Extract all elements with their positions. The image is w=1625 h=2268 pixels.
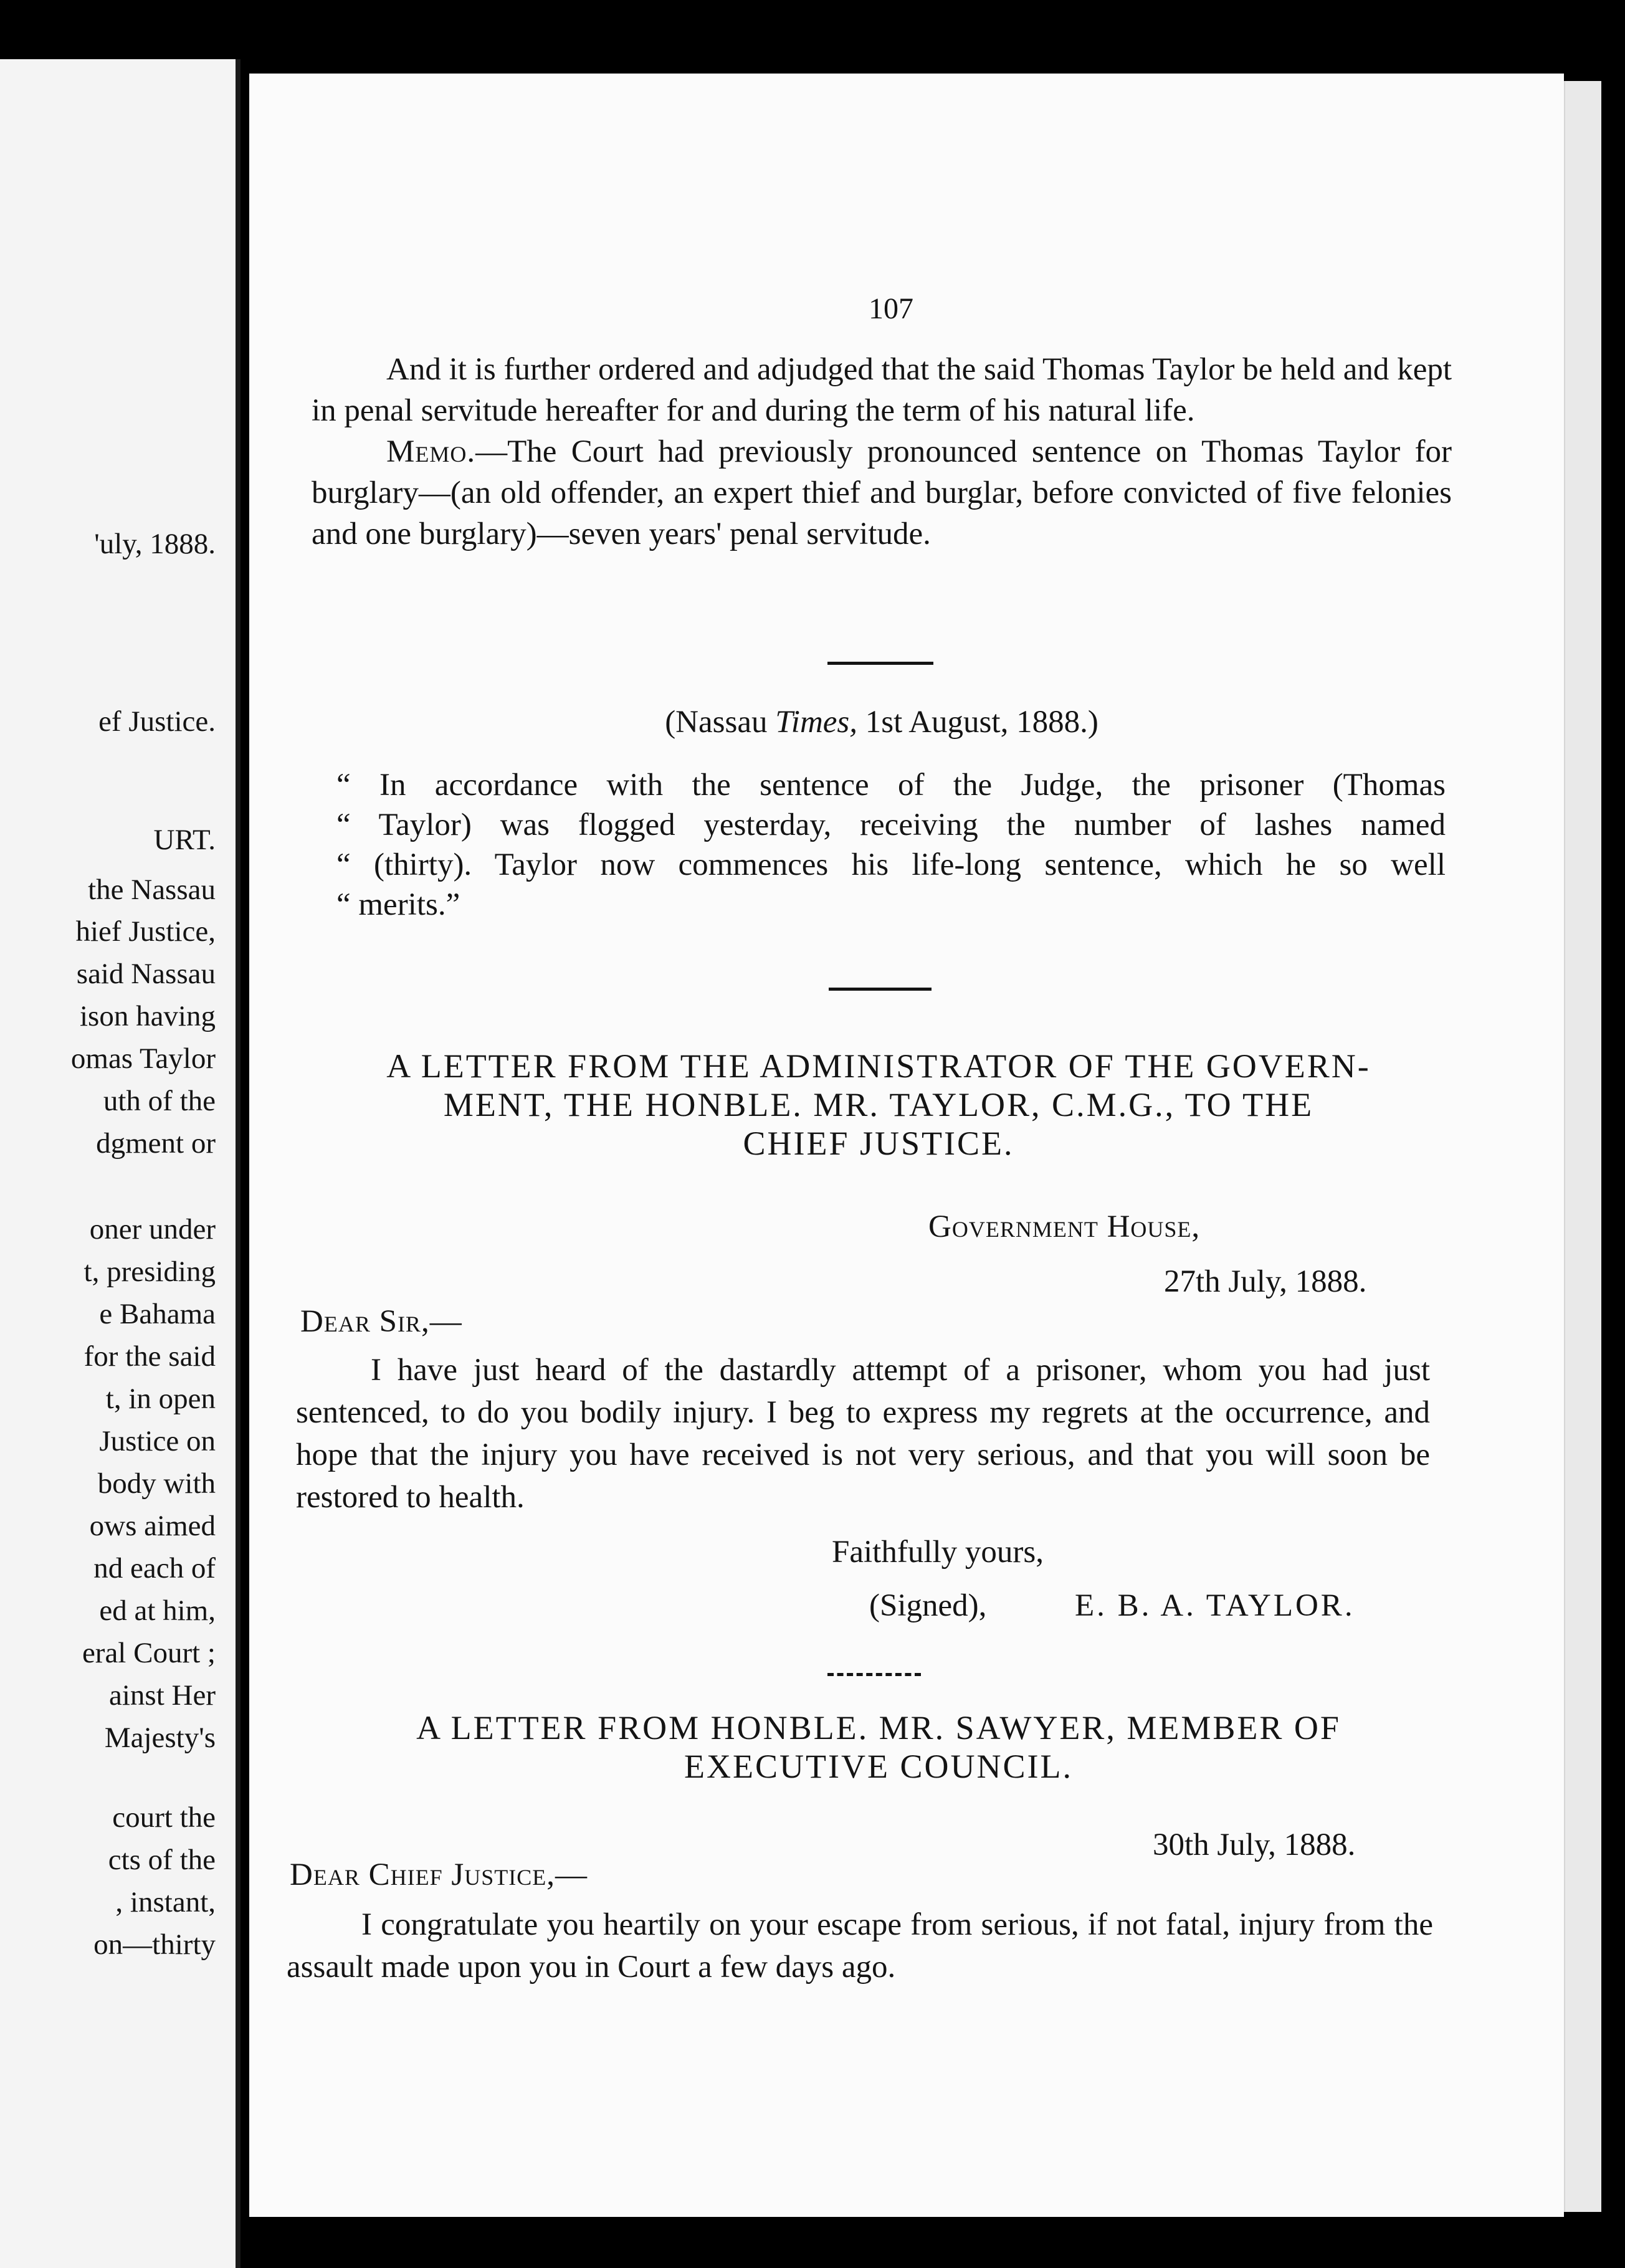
facing-page-fragment: URT. bbox=[153, 824, 216, 856]
memo-label: Memo. bbox=[386, 434, 476, 469]
facing-page-fragment: Justice on bbox=[99, 1425, 216, 1457]
quote-line: “ Taylor) was flogged yesterday, receiving the number of lashes named bbox=[336, 808, 1446, 842]
letter1-date: 27th July, 1888. bbox=[1164, 1264, 1367, 1299]
citation-newspaper: Times, bbox=[775, 705, 858, 740]
heading-line: A LETTER FROM HONBLE. MR. SAWYER, MEMBER OF bbox=[416, 1709, 1341, 1746]
facing-page-fragment: the Nassau bbox=[88, 874, 216, 906]
letter1-signed: (Signed), bbox=[869, 1588, 987, 1623]
letter2-salutation: Dear Chief Justice,— bbox=[290, 1857, 588, 1892]
memo-paragraph bbox=[312, 431, 1452, 555]
heading-line: A LETTER FROM THE ADMINISTRATOR OF THE GOVERN- bbox=[386, 1047, 1371, 1085]
letter1-closing: Faithfully yours, bbox=[832, 1535, 1044, 1570]
facing-page-fragment: ows aimed bbox=[89, 1510, 216, 1542]
citation-date: 1st August, 1888.) bbox=[857, 705, 1098, 740]
facing-page-fragment: ainst Her bbox=[109, 1679, 216, 1712]
facing-page-fragment: eral Court ; bbox=[82, 1637, 216, 1669]
facing-page-fragment: said Nassau bbox=[76, 958, 216, 990]
letter1-heading bbox=[299, 1047, 1458, 1163]
facing-page-fragment: t, presiding bbox=[83, 1256, 216, 1288]
letter1-body: I have just heard of the dastardly attempt of a prisoner, whom you had just sentenced, to do you bodily injury. I beg to express my regrets at the occurrence, and hope that the injury you have received is not very serious, and that you will soon be restored to health. bbox=[296, 1353, 1430, 1515]
facing-page-fragment: Majesty's bbox=[104, 1722, 216, 1754]
quote-line: “ (thirty). Taylor now commences his life-long sentence, which he so well bbox=[336, 847, 1446, 882]
facing-page-fragment: nd each of bbox=[93, 1552, 216, 1584]
order-paragraph: And it is further ordered and adjudged that the said Thomas Taylor be held and kept in penal servitude hereafter for and during the term of his natural life. bbox=[312, 352, 1452, 428]
quote-line: “ merits.” bbox=[336, 887, 460, 922]
citation-open: (Nassau bbox=[665, 705, 776, 740]
letter1-body-block bbox=[296, 1349, 1430, 1518]
letter2-body: I congratulate you heartily on your escape from serious, if not fatal, injury from the assault made upon you in Court a few days ago. bbox=[287, 1907, 1433, 1984]
page-edge bbox=[1564, 81, 1601, 2212]
facing-page-fragment: body with bbox=[97, 1467, 216, 1500]
facing-page-fragment: , instant, bbox=[115, 1886, 216, 1918]
facing-page-fragment: ef Justice. bbox=[98, 705, 216, 738]
heading-line: CHIEF JUSTICE. bbox=[743, 1125, 1014, 1162]
facing-page-fragment: omas Taylor bbox=[70, 1042, 216, 1075]
facing-page-fragment: cts of the bbox=[108, 1844, 216, 1876]
letter1-salutation: Dear Sir,— bbox=[300, 1304, 462, 1339]
memo-text: —The Court had previously pronounced sentence on Thomas Taylor for burglary—(an old offender, an expert thief and burglar, before convicted of five felonies and one burglary)—seven years' penal servitude. bbox=[312, 434, 1452, 551]
letter2-heading bbox=[299, 1708, 1458, 1786]
facing-page-fragment: t, in open bbox=[105, 1383, 216, 1415]
facing-page-fragment: e Bahama bbox=[99, 1298, 216, 1330]
facing-page bbox=[0, 59, 241, 2268]
letter2-body-block bbox=[287, 1904, 1433, 1988]
facing-page-fragment: hief Justice, bbox=[75, 915, 216, 948]
heading-line: MENT, THE HONBLE. MR. TAYLOR, C.M.G., TO THE bbox=[443, 1086, 1314, 1123]
facing-page-fragment: dgment or bbox=[96, 1127, 216, 1160]
letter1-signature: E. B. A. TAYLOR. bbox=[1075, 1588, 1355, 1623]
heading-line: EXECUTIVE COUNCIL. bbox=[684, 1748, 1073, 1785]
newspaper-citation bbox=[312, 704, 1452, 740]
facing-page-fragment: oner under bbox=[89, 1213, 216, 1246]
facing-page-fragment: court the bbox=[112, 1801, 216, 1834]
facing-page-fragment: on—thirty bbox=[93, 1928, 216, 1961]
facing-page-fragment: 'uly, 1888. bbox=[94, 528, 216, 560]
page-number: 107 bbox=[869, 292, 913, 325]
section-divider bbox=[827, 662, 933, 665]
order-paragraph-block bbox=[312, 349, 1452, 555]
facing-page-fragment: ison having bbox=[79, 1000, 216, 1032]
quote-line: “ In accordance with the sentence of the Judge, the prisoner (Thomas bbox=[336, 768, 1446, 803]
facing-page-fragment: for the said bbox=[83, 1340, 216, 1373]
newspaper-quote bbox=[336, 765, 1446, 925]
facing-page-fragment: ed at him, bbox=[99, 1594, 216, 1627]
page-gutter bbox=[236, 59, 241, 2268]
facing-page-fragment: uth of the bbox=[103, 1085, 216, 1117]
letter2-date: 30th July, 1888. bbox=[1153, 1827, 1356, 1862]
section-divider bbox=[827, 1673, 921, 1676]
letter1-place: Government House, bbox=[928, 1209, 1201, 1244]
section-divider bbox=[829, 988, 932, 991]
